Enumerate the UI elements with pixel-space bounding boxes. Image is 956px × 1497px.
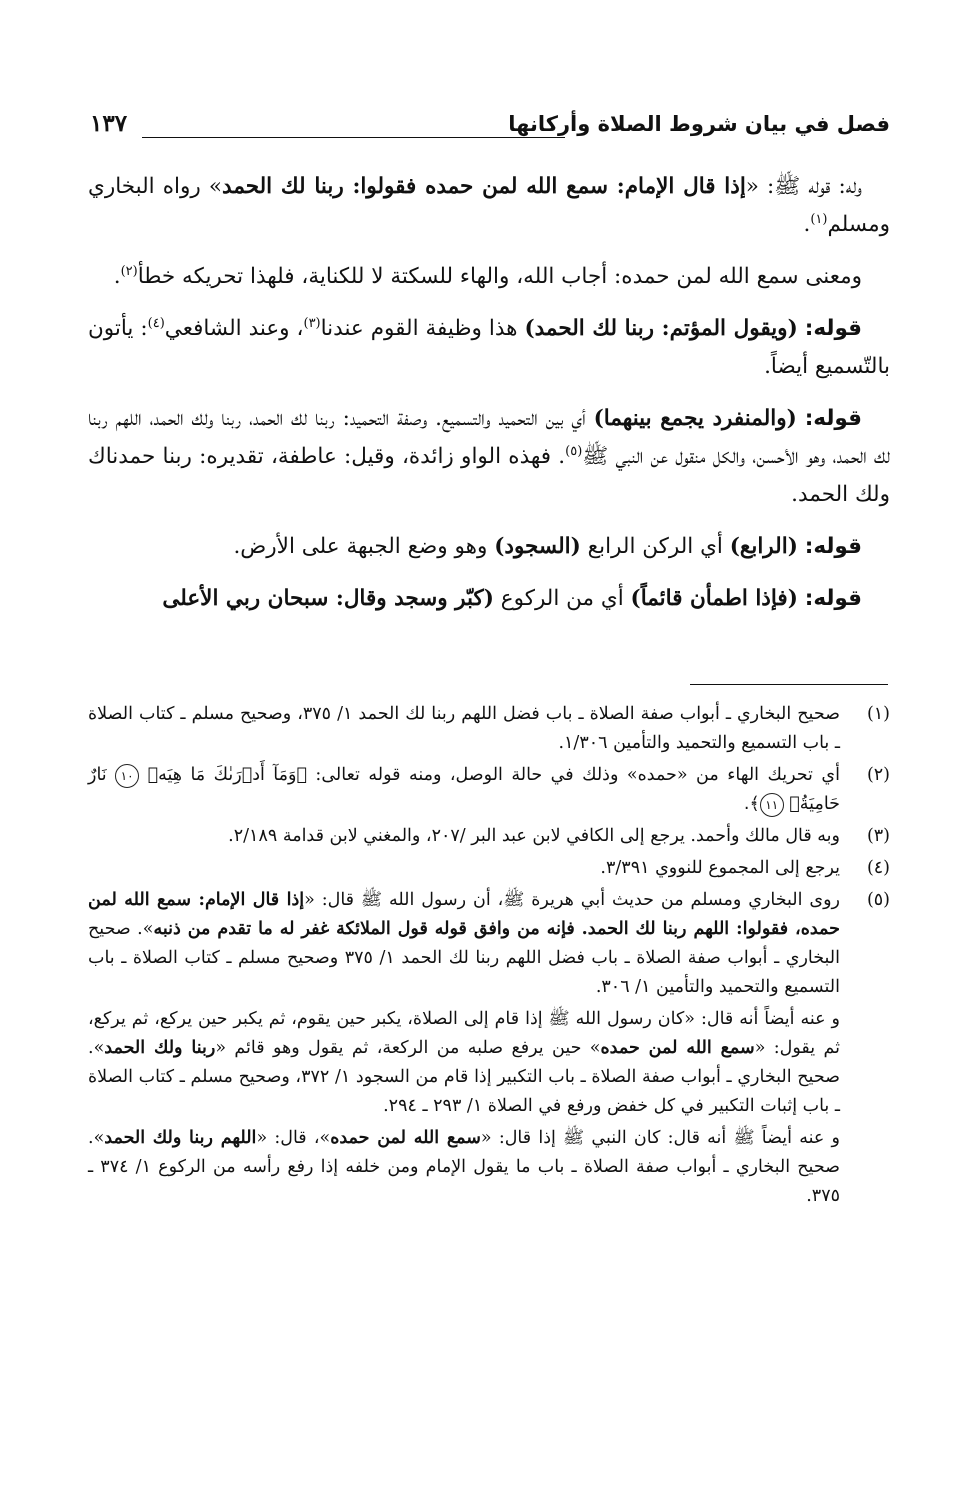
footnote-number: (٥) — [866, 890, 890, 910]
paragraph: قوله: (فإذا اطمأن قائماً) أي من الركوع (كبّر وسجد وقال: سبحان ربي الأعلى — [162, 586, 862, 611]
footnote-divider — [690, 684, 888, 685]
footnote-ref[interactable]: (١) — [810, 211, 828, 227]
paragraph: قوله: (ويقول المؤتم: ربنا لك الحمد) هذا وظيفة القوم عندنا$^{(٣)}$، وعند الشافعي$^{(٤)}$: يأتون بالتّسميع أيضاً. — [88, 315, 890, 379]
hadith-quote: سمع الله لمن حمده — [600, 1038, 755, 1058]
running-header — [90, 110, 890, 150]
footnote-2: (٢) أي تحريك الهاء من «حمده» وذلك في حالة الوصل، ومنه قوله تعالى: ﴿وَمَآ أَدۡرَىٰكَ مَا هِيَهۡ ١٠ نَارٌ حَامِيَةُۢ ١١﴾. — [88, 761, 890, 819]
qawluhu-label: قوله: — [804, 534, 862, 559]
footnote-number: (١) — [866, 704, 890, 724]
quran-verse: ﴿وَمَآ أَدۡرَىٰكَ مَا هِيَهۡ — [147, 765, 307, 785]
matn-quote: (الرابع) — [729, 534, 798, 559]
hadith-quote: ربنا ولك الحمد — [104, 1038, 216, 1058]
footnote-5-continued: و عنه أيضاً أنه قال: «كان رسول الله ﷺ إذا قام إلى الصلاة، يكبر حين يقوم، ثم يكبر حين يركع، ثم يركع، ثم يقول: «سمع الله لمن حمده» حين يرفع صلبه من الركعة، ثم يقول وهو قائم «ربنا ولك الحمد». صحيح البخاري ـ أبواب صفة الصلاة ـ باب التكبير إذا قام من السجود ١/ ٣٧٢، وصحيح مسلم ـ كتاب الصلاة ـ باب إثبات التكبير في كل خفض ورفع في الصلاة ١/ ٢٩٣ ـ ٢٩٤. — [88, 1009, 840, 1116]
footnote-number: (٢) — [866, 765, 890, 785]
footnote-5-continued: و عنه أيضاً ﷺ أنه قال: كان النبي ﷺ إذا قال: «سمع الله لمن حمده»، قال: «اللهم ربنا ولك الحمد». صحيح البخاري ـ أبواب صفة الصلاة ـ باب ما يقول الإمام ومن خلفه إذا رفع رأسه من الركوع ١/ ٣٧٤ ـ ٣٧٥. — [88, 1128, 840, 1206]
chapter-title: فصل في بيان شروط الصلاة وأركانها — [508, 112, 890, 136]
footnote-ref[interactable]: (٢) — [120, 263, 138, 279]
header-rule — [142, 137, 565, 138]
matn-quote: (والمنفرد يجمع بينهما) — [593, 406, 797, 431]
hadith-quote: إذا قال الإمام: سمع الله لمن حمده، فقولوا: اللهم ربنا لك الحمد. فإنه من وافق قوله قول الملائكة غفر له ما تقدم من ذنبه — [88, 890, 840, 939]
matn-quote: (كبّر وسجد وقال: سبحان ربي الأعلى — [162, 586, 494, 611]
qawluhu-label: قوله: — [804, 406, 862, 431]
hadith-quote: اللهم ربنا ولك الحمد — [104, 1128, 257, 1148]
footnote-ref[interactable]: (٣) — [303, 315, 321, 331]
paragraph: وله: قوله ﷺ: «إذا قال الإمام: سمع الله لمن حمده فقولوا: ربنا لك الحمد» رواه البخاري ومسلم$^{(١)}$. — [88, 174, 890, 237]
main-text — [88, 168, 890, 632]
ayah-number-marker: ١٠ — [115, 764, 139, 788]
quran-verse: نَارٌ حَامِيَةُۢ — [88, 765, 840, 814]
footnote-ref[interactable]: (٤) — [147, 315, 165, 331]
ayah-number-marker: ١١ — [760, 793, 784, 817]
footnote-1: (١) صحيح البخاري ـ أبواب صفة الصلاة ـ باب فضل اللهم ربنا لك الحمد ١/ ٣٧٥، وصحيح مسلم ـ كتاب الصلاة ـ باب التسميع والتحميد والتأمين ١/٣٠٦. — [88, 700, 890, 758]
hadith-quote: سمع الله لمن حمده — [330, 1128, 481, 1148]
qawluhu-label: قوله: — [804, 586, 862, 611]
footnote-number: (٤) — [866, 858, 890, 878]
qawluhu-label: قوله: — [804, 316, 863, 341]
paragraph: ومعنى سمع الله لمن حمده: أجاب الله، والهاء للسكتة لا للكناية، فلهذا تحريكه خطأ$^{(٢)}$. — [113, 263, 862, 289]
footnote-5: (٥) روى البخاري ومسلم من حديث أبي هريرة ﷺ، أن رسول الله ﷺ قال: «إذا قال الإمام: سمع الله لمن حمده، فقولوا: اللهم ربنا لك الحمد. فإنه من وافق قوله قول الملائكة غفر له ما تقدم من ذنبه». صحيح البخاري ـ أبواب صفة الصلاة ـ باب فضل اللهم ربنا لك الحمد ١/ ٣٧٥ وصحيح مسلم ـ كتاب الصلاة ـ باب التسميع والتحميد والتأمين ١/ ٣٠٦. — [88, 886, 890, 1002]
footnote-ref[interactable]: (٥) — [565, 443, 583, 459]
page-number: ١٣٧ — [90, 110, 128, 137]
hadith-quote: إذا قال الإمام: سمع الله لمن حمده فقولوا: ربنا لك الحمد — [222, 174, 746, 199]
footnotes — [88, 700, 890, 1214]
matn-quote: (فإذا اطمأن قائماً) — [630, 586, 798, 611]
footnote-4: (٤) يرجع إلى المجموع للنووي ٣/٣٩١. — [88, 854, 890, 883]
matn-quote: (ويقول المؤتم: ربنا لك الحمد) — [524, 316, 798, 341]
paragraph: قوله: (الرابع) أي الركن الرابع (السجود) وهو وضع الجبهة على الأرض. — [233, 534, 862, 559]
paragraph: قوله: (والمنفرد يجمع بينهما) أي بين التحميد والتسميع. وصفة التحميد: ربنا لك الحمد، ربنا ولك الحمد، اللهم ربنا لك الحمد، وهو الأحسن، والكل منقول عن النبي ﷺ$^{(٥)}$. فهذه الواو زائدة، وقيل: عاطفة، تقديره: ربنا حمدناك ولك الحمد. — [88, 406, 890, 507]
matn-quote: (السجود) — [494, 534, 581, 559]
footnote-number: (٣) — [866, 826, 890, 846]
footnote-3: (٣) وبه قال مالك وأحمد. يرجع إلى الكافي لابن عبد البر /٢٠٧، والمغني لابن قدامة ٢/١٨٩. — [88, 822, 890, 851]
